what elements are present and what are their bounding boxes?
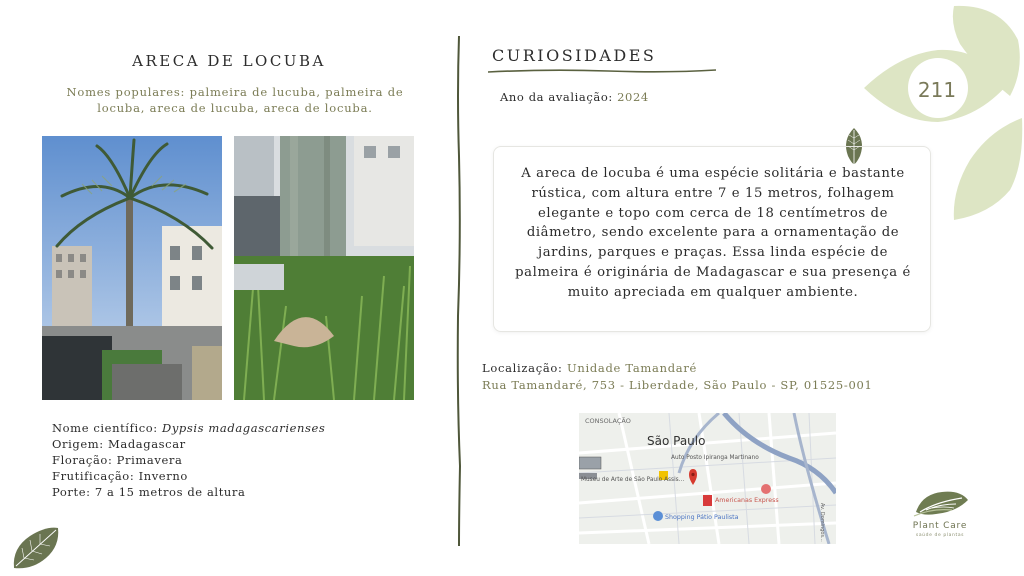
- size-row: Porte: 7 a 15 metros de altura: [52, 485, 246, 499]
- brand-name: Plant Care: [912, 521, 968, 531]
- location-block: [482, 360, 873, 394]
- plant-care-logo: [912, 488, 970, 518]
- curiosities-title: CURIOSIDADES: [492, 46, 657, 65]
- scientific-name-row: [52, 420, 325, 436]
- eval-year-value: 2024: [617, 90, 649, 104]
- palm-tree-photo: [42, 136, 222, 400]
- location-unit: Unidade Tamandaré: [566, 361, 698, 375]
- page-number: 211: [917, 78, 957, 102]
- location-label: Localização:: [482, 361, 567, 375]
- map-poi-hotel: Americanas Express: [715, 497, 779, 504]
- flowering-row: Floração: Primavera: [52, 453, 183, 467]
- fruiting-row: Frutificação: Inverno: [52, 469, 188, 483]
- palm-trunk-photo: [234, 136, 414, 400]
- leaf-icon: [10, 524, 62, 570]
- map-district-label: CONSOLAÇÃO: [585, 417, 631, 425]
- map-poi-gas-station: Auto Posto Ipiranga Martinano: [671, 455, 759, 461]
- map-poi-museum: Museu de Arte de São Paulo Assis...: [581, 477, 685, 483]
- popular-names: Nomes populares: palmeira de lucuba, palmeira de locuba, areca de lucuba, areca de locuba.: [66, 85, 404, 115]
- leaf-decoration: [860, 0, 1024, 224]
- title-underline: [488, 66, 716, 76]
- location-map[interactable]: [579, 413, 836, 544]
- evaluation-year: [500, 90, 649, 104]
- scientific-name-label: Nome científico:: [52, 421, 163, 435]
- plant-title: ARECA DE LOCUBA: [132, 52, 326, 70]
- map-street-label: Av. Domingos...: [819, 503, 825, 542]
- brand-tagline: saúde de plantas: [915, 533, 965, 538]
- origin-row: Origem: Madagascar: [52, 437, 186, 451]
- eval-year-label: Ano da avaliação:: [500, 90, 618, 104]
- description-text: A areca de locuba é uma espécie solitária e bastante rústica, com altura entre 7 e 15 metros, folhagem elegante e topo com cerca de 18 centímetros de diâmetro, sendo excelente para a ornamentação de jardins, parques e praças. Essa linda espécie de palmeira é originária de Madagascar e sua presença é muito apreciada em qualquer ambiente.: [515, 166, 911, 300]
- map-poi-shopping: Shopping Pátio Paulista: [665, 514, 739, 521]
- column-divider: [454, 36, 464, 546]
- location-address: Rua Tamandaré, 753 - Liberdade, São Paulo - SP, 01525-001: [482, 378, 873, 392]
- plant-info: [52, 420, 325, 500]
- map-city-label: São Paulo: [647, 434, 706, 448]
- scientific-name-value: Dypsis madagascarienses: [162, 421, 326, 435]
